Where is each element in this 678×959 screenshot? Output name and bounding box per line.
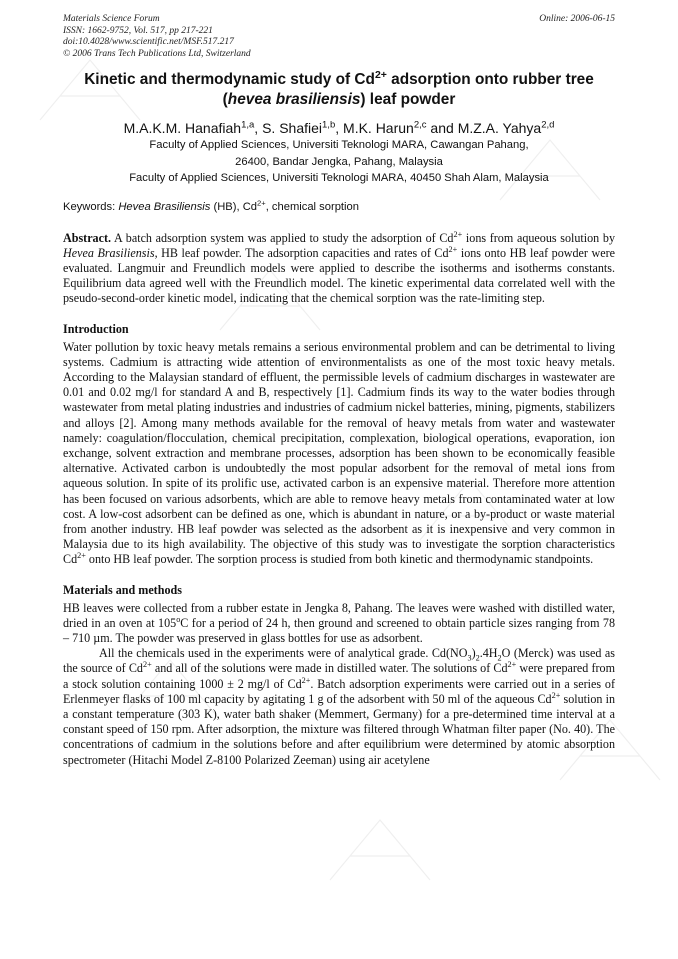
- methods-text: . Batch adsorption experiments were carried out in a series of Erlenmeyer flasks of 100 ml capacity by agitating 1 g of the adsorbent with 50 ml of the aqueous Cd: [63, 676, 615, 706]
- affiliation-line: Faculty of Applied Sciences, Universiti Teknologi MARA, 40450 Shah Alam, Malaysia: [129, 172, 549, 184]
- abstract-text: ions from aqueous solution by: [462, 230, 616, 245]
- methods-text: were prepared from a stock solution containing 1000 ± 2 mg/l of Cd: [63, 661, 615, 691]
- keywords-label: Keywords:: [63, 200, 119, 213]
- methods-text: ): [471, 646, 476, 661]
- abstract-species: Hevea Brasiliensis: [63, 245, 155, 260]
- keywords-line: [63, 197, 615, 215]
- abstract-text: A batch adsorption system was applied to study the adsorption of Cd: [111, 230, 454, 245]
- methods-text: solution in a constant temperature (303 K), water bath shaker (Memmert, Germany) for a pre-determined time interval at a constant speed of 150 rpm. After adsorption, the mixture was filtered through Whatman filter paper (No. 40). The concentrations of cadmium in the solutions before and after equilibrium were determined by atomic absorption spectrometer (Hitachi Model Z-8100 Polarized Zeeman) using air acetylene: [63, 691, 615, 767]
- publication-info: [63, 14, 251, 60]
- abstract-paragraph: [63, 231, 615, 307]
- introduction-text: onto HB leaf powder. The sorption process is studied from both kinetic and thermodynamic standpoints.: [85, 552, 594, 567]
- abstract-superscript: 2+: [448, 244, 458, 254]
- methods-text: and all of the solutions were made in distilled water. The solutions of Cd: [151, 661, 508, 676]
- methods-paragraph-1: [63, 601, 615, 647]
- author-separator: ,: [254, 120, 263, 136]
- abstract-text: , HB leaf powder. The adsorption capacities and rates of Cd: [154, 245, 449, 260]
- introduction-paragraph: [63, 340, 615, 568]
- affiliations: [63, 137, 615, 187]
- methods-text: All the chemicals used in the experiments were of analytical grade. Cd(NO: [99, 646, 468, 661]
- journal-name: Materials Science Forum: [63, 14, 160, 24]
- keywords-text: (HB), Cd: [210, 200, 257, 213]
- methods-text: HB leaves were collected from a rubber estate in Jengka 8, Pahang. The leaves were washed with distilled water, dried in an oven at 105: [63, 600, 615, 630]
- abstract-superscript: 2+: [453, 229, 463, 239]
- keywords-superscript: 2+: [257, 197, 266, 207]
- formula-subscript: 2: [497, 653, 502, 663]
- author-separator: ,: [335, 120, 344, 136]
- author-affiliation-mark: 2,c: [413, 119, 427, 131]
- introduction-heading: Introduction: [63, 321, 129, 336]
- methods-superscript: 2+: [142, 660, 152, 670]
- issn-line: ISSN: 1662-9752, Vol. 517, pp 217-221: [63, 25, 213, 36]
- paper-title: [63, 70, 615, 110]
- methods-superscript: 2+: [301, 675, 311, 685]
- introduction-text: Water pollution by toxic heavy metals remains a serious environmental problem and can be detrimental to living systems. Cadmium is attracting wide attention of environmentalists as one of the most toxic heavy metals. According to the Malaysian standard of effluent, the permissible levels of cadmium discharges in wastewater are 0.01 and 0.02 mg/l for standard A and B, respectively [1]. Cadmium finds its way to the water bodies through wastewater from metal plating industries and industries of cadmium nickel batteries, mining, pigments, stabilizers and alloys [2]. Among many methods available for the removal of heavy metals from water and wastewater namely: coagulation/flocculation, chemical precipitation, complexation, biological operations, evaporation, ion exchange, solvent extraction and membrane processes, adsorption has been shown to be economically feasible alternative. Activated carbon is undoubtedly the most popular adsorbent for the removal of metal ions from aqueous solution. In spite of its prolific use, activated carbon is an expensive material. Therefore more attention has been focused on various adsorbents, which are able to remove heavy metals from contaminated water at low cost. A low-cost adsorbent can be defined as one, which is abundant in nature, or a by-product or waste material from another industry. HB leaf powder was selected as the adsorbent as it is inexpensive and very common in Malaysia due to its high availability. The objective of this study was to investigate the sorption characteristics Cd: [63, 339, 615, 567]
- methods-text: O (Merck) was used as the source of Cd: [63, 646, 615, 676]
- methods-text: C for a period of 24 h, then ground and screened to obtain particle sizes ranging from 78 – 710 µm. The powder was preserved in glass bottles for use as adsorbent.: [63, 615, 616, 645]
- title-text: adsorption onto rubber tree: [386, 71, 594, 88]
- abstract-label: Abstract.: [63, 230, 112, 245]
- title-text: ) leaf powder: [360, 91, 456, 108]
- copyright-line: © 2006 Trans Tech Publications Ltd, Switzerland: [63, 48, 251, 59]
- formula-subscript: 3: [467, 653, 472, 663]
- author-list: [63, 119, 615, 137]
- methods-superscript: 2+: [507, 660, 517, 670]
- title-superscript: 2+: [374, 69, 387, 81]
- author-affiliation-mark: 1,a: [241, 119, 255, 131]
- keywords-text: , chemical sorption: [265, 200, 359, 213]
- affiliation-line: Faculty of Applied Sciences, Universiti Teknologi MARA, Cawangan Pahang,: [149, 139, 529, 151]
- author-affiliation-mark: 2,d: [541, 119, 555, 131]
- online-date: Online: 2006-06-15: [539, 14, 615, 24]
- methods-heading: Materials and methods: [63, 582, 182, 597]
- title-species: hevea brasiliensis: [227, 91, 361, 108]
- formula-subscript: 2: [475, 653, 480, 663]
- author-name: M.A.K.M. Hanafiah: [123, 120, 242, 136]
- methods-text: .4H: [479, 646, 498, 661]
- affiliation-line: 26400, Bandar Jengka, Pahang, Malaysia: [235, 155, 443, 168]
- author-name: M.Z.A. Yahya: [457, 120, 542, 136]
- title-text: (: [222, 91, 228, 108]
- abstract-text: ions onto HB leaf powder were evaluated. Langmuir and Freundlich models were applied to describe the isotherms and isotherms constants. Equilibrium data agreed well with the Freundlich model. The kinetic experimental data correlated well with the pseudo-second-order kinetic model, indicating that the chemical sorption was the rate-limiting step.: [63, 245, 615, 306]
- publication-header: [63, 14, 615, 60]
- keyword-species: Hevea Brasiliensis: [118, 200, 211, 213]
- degree-superscript: o: [176, 614, 181, 624]
- methods-paragraph-2: [63, 646, 615, 768]
- doi-line: doi:10.4028/www.scientific.net/MSF.517.217: [63, 37, 234, 47]
- author-name: M.K. Harun: [343, 120, 414, 136]
- methods-superscript: 2+: [551, 690, 561, 700]
- title-text: Kinetic and thermodynamic study of Cd: [84, 71, 375, 88]
- introduction-superscript: 2+: [77, 551, 86, 561]
- author-name: S. Shafiei: [262, 120, 323, 136]
- author-affiliation-mark: 1,b: [322, 119, 336, 131]
- author-separator: and: [426, 120, 458, 136]
